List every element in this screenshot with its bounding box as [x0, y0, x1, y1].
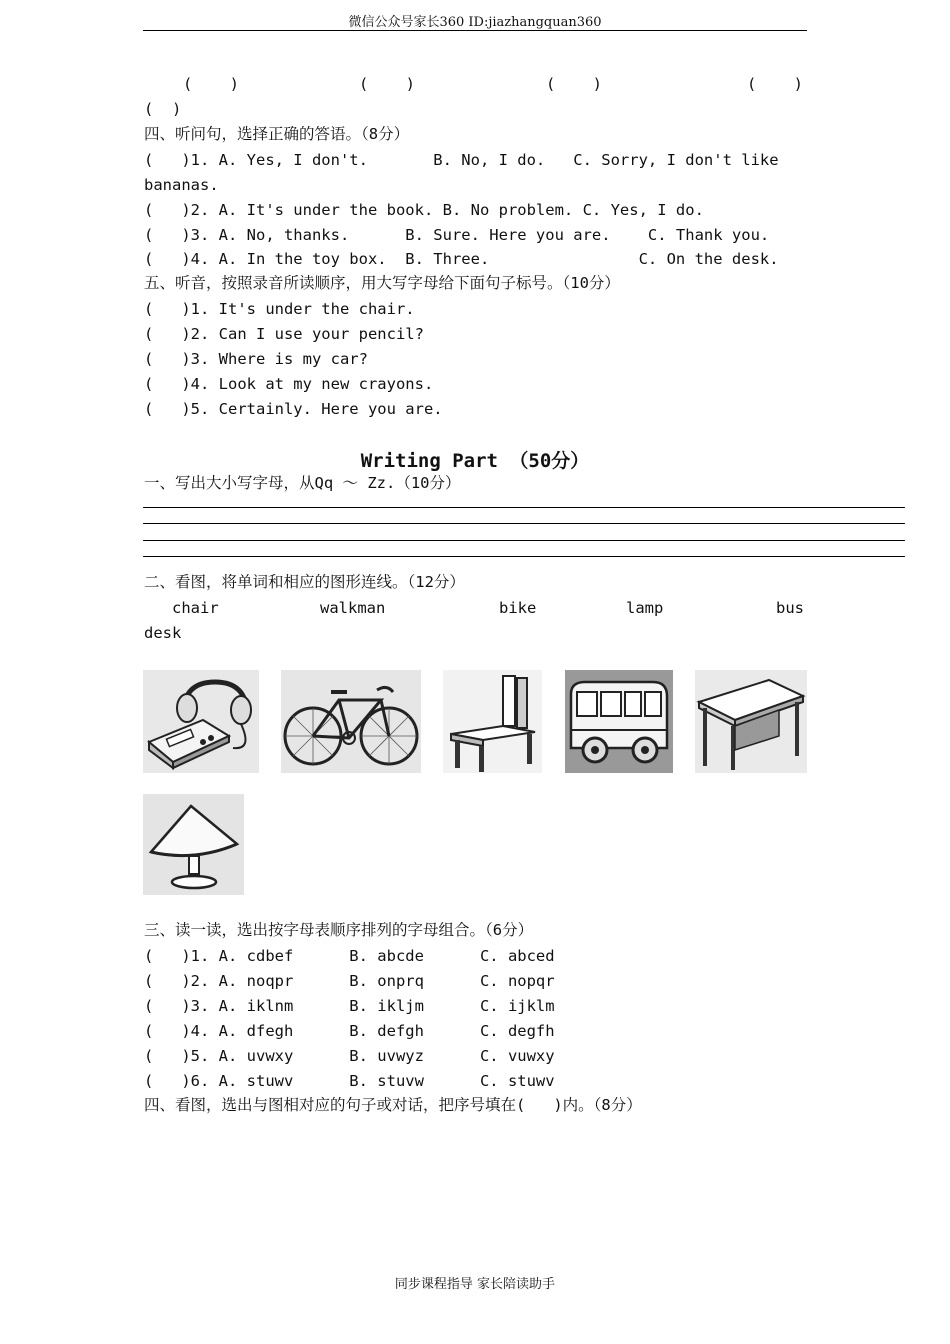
- lamp-picture: [143, 794, 244, 895]
- page-footer: 同步课程指导 家长陪读助手: [394, 1277, 556, 1292]
- answer-blank: ( ): [359, 75, 415, 93]
- word-walkman: walkman: [320, 599, 386, 617]
- section-heading: 四、听问句，选择正确的答语。（8分）: [144, 125, 410, 143]
- writing-line: [143, 507, 905, 508]
- bus-picture: [565, 670, 673, 773]
- question-line: ( )3. A. No, thanks. B. Sure. Here you are. C. Thank you.: [144, 226, 770, 244]
- question-line: ( )3. Where is my car?: [144, 350, 368, 368]
- writing-line: [143, 540, 905, 541]
- question-line: bananas.: [144, 176, 219, 194]
- question-line: ( )2. A. It's under the book. B. No problem. C. Yes, I do.: [144, 201, 704, 219]
- answer-blank: ( ): [546, 75, 602, 93]
- answer-blank: ( ): [747, 75, 803, 93]
- question-line: ( )2. Can I use your pencil?: [144, 325, 424, 343]
- word-bus: bus: [776, 599, 804, 617]
- question-line: ( )4. A. dfegh B. defgh C. degfh: [144, 1022, 555, 1040]
- question-line: ( )5. Certainly. Here you are.: [144, 400, 443, 418]
- question-line: ( )3. A. iklnm B. ikljm C. ijklm: [144, 997, 555, 1015]
- writing-line: [143, 523, 905, 524]
- writing-line: [143, 556, 905, 557]
- walkman-picture: [143, 670, 259, 773]
- question-line: ( )1. A. cdbef B. abcde C. abced: [144, 947, 555, 965]
- question-line: ( )1. A. Yes, I don't. B. No, I do. C. Sorry, I don't like: [144, 151, 779, 169]
- word-desk: desk: [144, 624, 182, 642]
- question-line: ( )4. A. In the toy box. B. Three. C. On the desk.: [144, 250, 779, 268]
- answer-blank: ( ): [183, 75, 239, 93]
- section-heading: 二、看图，将单词和相应的图形连线。（12分）: [144, 573, 465, 591]
- word-chair: chair: [172, 599, 219, 617]
- answer-blank: ( ): [144, 100, 182, 118]
- page-header: 微信公众号家长360 ID:jiazhangquan360: [348, 15, 602, 30]
- section-heading: 五、听音，按照录音所读顺序，用大写字母给下面句子标号。（10分）: [144, 274, 620, 292]
- desk-picture: [695, 670, 807, 773]
- section-heading: 一、写出大小写字母，从Qq ～ Zz.（10分）: [144, 474, 461, 492]
- question-line: ( )5. A. uvwxy B. uvwyz C. vuwxy: [144, 1047, 555, 1065]
- word-bike: bike: [499, 599, 537, 617]
- word-lamp: lamp: [626, 599, 664, 617]
- question-line: ( )6. A. stuwv B. stuvw C. stuwv: [144, 1072, 555, 1090]
- writing-part-title: Writing Part （50分）: [360, 450, 590, 472]
- header-divider: [143, 30, 807, 31]
- section-heading: 四、看图，选出与图相对应的句子或对话，把序号填在( )内。（8分）: [144, 1096, 642, 1114]
- section-heading: 三、读一读，选出按字母表顺序排列的字母组合。（6分）: [144, 921, 534, 939]
- question-line: ( )1. It's under the chair.: [144, 300, 415, 318]
- chair-picture: [443, 670, 542, 773]
- bike-picture: [281, 670, 421, 773]
- question-line: ( )2. A. noqpr B. onprq C. nopqr: [144, 972, 555, 990]
- question-line: ( )4. Look at my new crayons.: [144, 375, 434, 393]
